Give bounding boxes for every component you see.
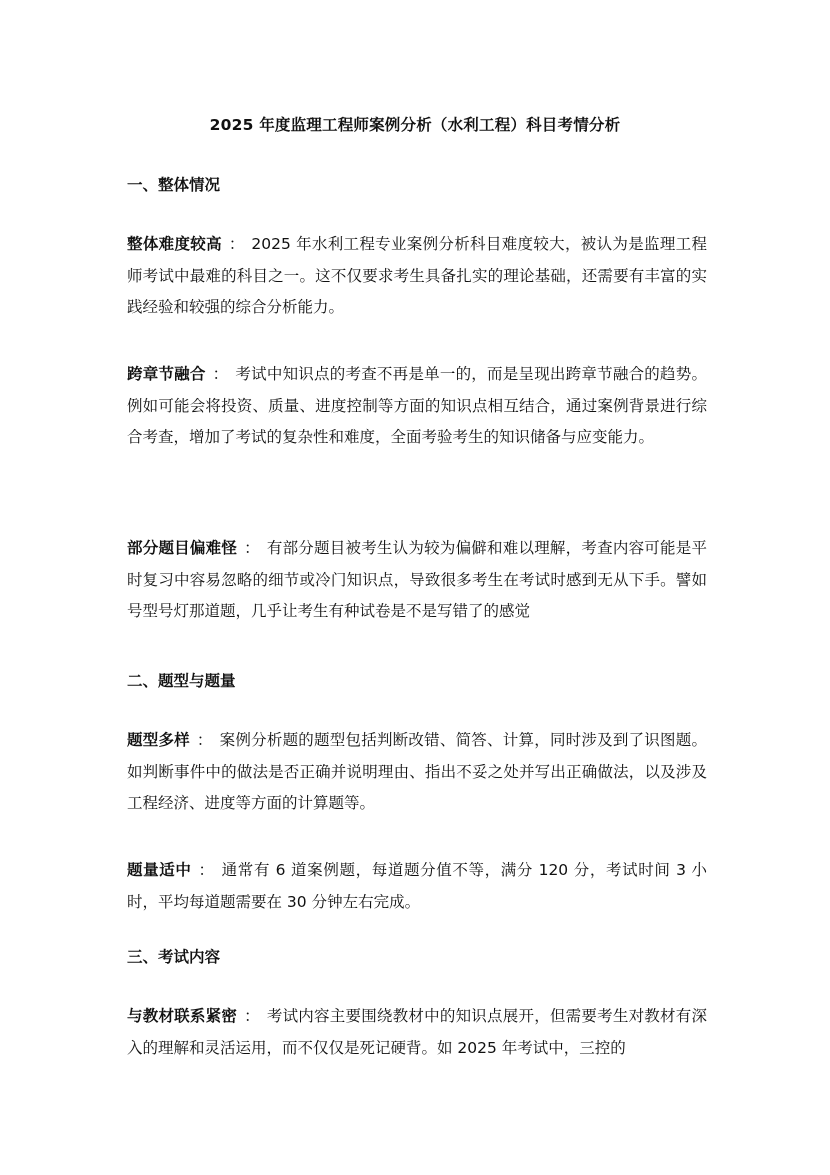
paragraph-text: 有部分题目被考生认为较为偏僻和难以理解，考查内容可能是平时复习中容易忽略的细节或冷门知识点，导致很多考生在考试时感到无从下手。譬如号型号灯那道题，几乎让考生有种试卷是不是写错了的感觉 bbox=[127, 539, 707, 620]
paragraph-textbook-link bbox=[127, 1001, 707, 1064]
paragraph-separator: ： bbox=[228, 235, 245, 253]
paragraph-cross-chapter bbox=[127, 359, 707, 454]
paragraph-question-variety bbox=[127, 725, 707, 820]
paragraph-lead: 题型多样 bbox=[127, 731, 190, 749]
paragraph-lead: 与教材联系紧密 bbox=[127, 1007, 238, 1025]
paragraph-separator: ： bbox=[198, 861, 215, 879]
paragraph-difficulty bbox=[127, 229, 707, 324]
paragraph-text: 通常有 6 道案例题，每道题分值不等，满分 120 分，考试时间 3 小时，平均每道题需要在 30 分钟左右完成。 bbox=[127, 861, 707, 911]
paragraph-lead: 题量适中 bbox=[127, 861, 192, 879]
paragraph-text: 考试中知识点的考查不再是单一的，而是呈现出跨章节融合的趋势。例如可能会将投资、质量、进度控制等方面的知识点相互结合，通过案例背景进行综合考查，增加了考试的复杂性和难度，全面考验考生的知识储备与应变能力。 bbox=[127, 365, 707, 446]
paragraph-question-count bbox=[127, 855, 707, 918]
paragraph-separator: ： bbox=[244, 539, 260, 557]
paragraph-text: 考试内容主要围绕教材中的知识点展开，但需要考生对教材有深入的理解和灵活运用，而不仅仅是死记硬背。如 2025 年考试中，三控的 bbox=[127, 1007, 707, 1057]
paragraph-text: 2025 年水利工程专业案例分析科目难度较大，被认为是监理工程师考试中最难的科目之一。这不仅要求考生具备扎实的理论基础，还需要有丰富的实践经验和较强的综合分析能力。 bbox=[127, 235, 707, 316]
document-title: 2025 年度监理工程师案例分析（水利工程）科目考情分析 bbox=[209, 116, 621, 134]
section-heading-question-types: 二、题型与题量 bbox=[127, 672, 236, 690]
paragraph-lead: 跨章节融合 bbox=[127, 365, 206, 383]
paragraph-lead: 部分题目偏难怪 bbox=[127, 539, 238, 557]
paragraph-separator: ： bbox=[212, 365, 229, 383]
paragraph-text: 案例分析题的题型包括判断改错、简答、计算，同时涉及到了识图题。如判断事件中的做法是否正确并说明理由、指出不妥之处并写出正确做法，以及涉及工程经济、进度等方面的计算题等。 bbox=[127, 731, 707, 812]
paragraph-lead: 整体难度较高 bbox=[127, 235, 222, 253]
section-heading-exam-content: 三、考试内容 bbox=[127, 948, 221, 966]
paragraph-separator: ： bbox=[196, 731, 213, 749]
paragraph-obscure-questions bbox=[127, 533, 707, 628]
section-heading-overview: 一、整体情况 bbox=[127, 176, 221, 194]
paragraph-separator: ： bbox=[244, 1007, 260, 1025]
